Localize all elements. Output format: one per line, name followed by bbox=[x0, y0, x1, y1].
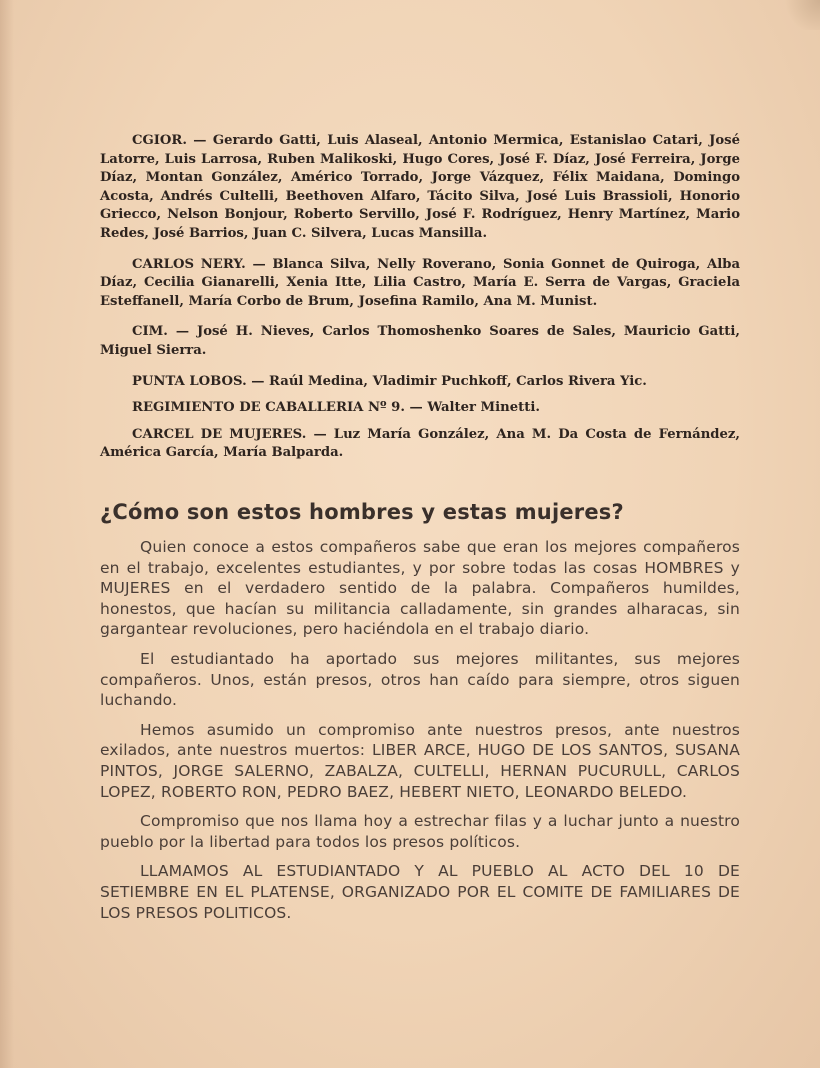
names-section-cgior: CGIOR. — Gerardo Gatti, Luis Alaseal, Antonio Mermica, Estanislao Catari, José Latorre, Luis Larrosa, Ruben Malikoski, Hugo Cores, José F. Díaz, José Ferreira, Jorge Díaz, Montan González, Américo Torrado, Jorge Vázquez, Félix Maidana, Domingo Acosta, Andrés Cultelli, Beethoven Alfaro, Tácito Silva, José Luis Brassioli, Honorio Griecco, Nelson Bonjour, Roberto Servillo, José F. Rodríguez, Henry Martínez, Mario Redes, José Barrios, Juan C. Silvera, Lucas Mansilla. bbox=[100, 133, 740, 241]
paragraph-commitment: Hemos asumido un compromiso ante nuestros presos, ante nuestros exilados, ante nuestros muertos: LIBER ARCE, HUGO DE LOS SANTOS, SUSANA PINTOS, JORGE SALERNO, ZABALZA, CULTELLI, HERNAN PUCURULL, CARLOS LOPEZ, ROBERTO RON, PEDRO BAEZ, HEBERT NIETO, LEONARDO BELEDO. bbox=[100, 720, 740, 801]
names-section-carlos-nery: CARLOS NERY. — Blanca Silva, Nelly Roverano, Sonia Gonnet de Quiroga, Alba Díaz, Cecilia Gianarelli, Xenia Itte, Lilia Castro, María E. Serra de Vargas, Graciela Esteffanell, María Corbo de Brum, Josefina Ramilo, Ana M. Munist. bbox=[100, 256, 740, 309]
paragraph-intro: Quien conoce a estos compañeros sabe que eran los mejores compañeros en el trabajo, excelentes estudiantes, y por sobre todas las cosas HOMBRES y MUJERES en el verdadero sentido de la palabra. Compañeros humildes, honestos, que hacían su militancia calladamente, sin grandes alharacas, sin gargantear revoluciones, pero haciéndola en el trabajo diario. bbox=[100, 538, 740, 639]
section-heading: ¿Cómo son estos hombres y estas mujeres? bbox=[100, 500, 624, 524]
body-text bbox=[100, 537, 740, 932]
paragraph-call-to-act: LLAMAMOS AL ESTUDIANTADO Y AL PUEBLO AL ACTO DEL 10 DE SETIEMBRE EN EL PLATENSE, ORGANIZADO POR EL COMITE DE FAMILIARES DE LOS PRESOS POLITICOS. bbox=[100, 862, 740, 922]
names-section-carcel-de-mujeres: CARCEL DE MUJERES. — Luz María González, Ana M. Da Costa de Fernández, América García, María Balparda. bbox=[100, 426, 740, 461]
paragraph-students: El estudiantado ha aportado sus mejores militantes, sus mejores compañeros. Unos, están presos, otros han caído para siempre, otros siguen luchando. bbox=[100, 649, 740, 710]
corner-stain bbox=[780, 0, 820, 30]
names-section-punta-lobos: PUNTA LOBOS. — Raúl Medina, Vladimir Puchkoff, Carlos Rivera Yic. bbox=[132, 373, 647, 389]
names-section-regimiento: REGIMIENTO DE CABALLERIA Nº 9. — Walter Minetti. bbox=[132, 400, 540, 416]
page-edge-shadow bbox=[0, 0, 14, 1068]
prisoner-lists bbox=[100, 132, 740, 475]
paragraph-call-to-unite: Compromiso que nos llama hoy a estrechar filas y a luchar junto a nuestro pueblo por la libertad para todos los presos políticos. bbox=[100, 812, 740, 851]
names-section-cim: CIM. — José H. Nieves, Carlos Thomoshenko Soares de Sales, Mauricio Gatti, Miguel Sierra. bbox=[100, 324, 740, 358]
